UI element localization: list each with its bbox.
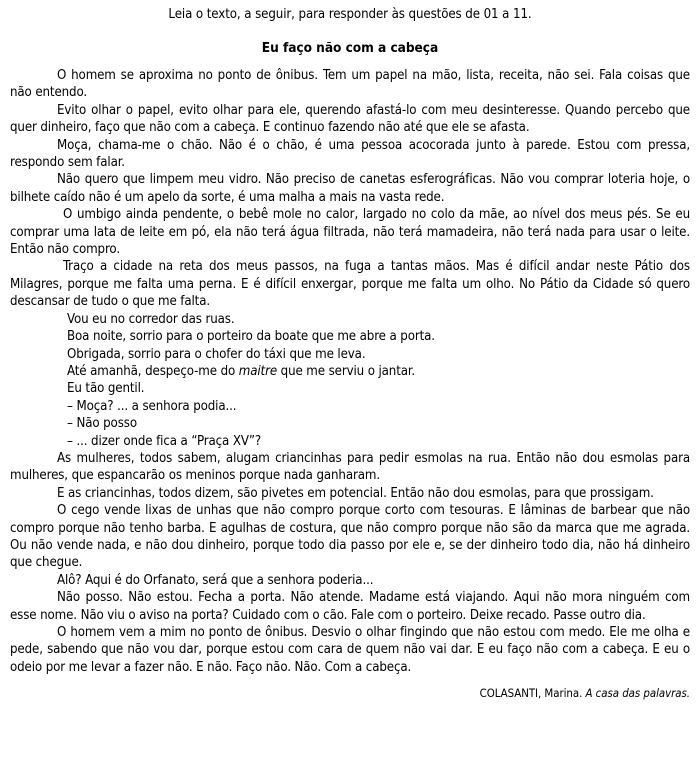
dialogue-line-maitre	[10, 363, 690, 380]
reading-instruction: Leia o texto, a seguir, para responder às questões de 01 a 11.	[168, 7, 532, 22]
document-page	[0, 6, 697, 758]
dialogue-line: Obrigada, sorrio para o chofer do táxi que me leva.	[67, 346, 366, 362]
paragraph: O umbigo ainda pendente, o bebê mole no calor, largado no colo da mãe, ao nível dos meus pés. Se eu comprar uma lata de leite em pó, ela não terá água filtrada, não terá mamadeira, não terá nada para usar o leite. Então não compro.	[10, 207, 690, 258]
paragraph: Não quero que limpem meu vidro. Não preciso de canetas esferográficas. Não vou comprar loteria hoje, o bilhete caído não é um apelo da sorte, é uma malha a mais na vasta rede.	[10, 172, 690, 205]
dialogue-line: – Moça? ... a senhora podia...	[67, 398, 237, 414]
paragraph: E as criancinhas, todos dizem, são pivetes em potencial. Então não dou esmolas, para que prossigam.	[57, 485, 654, 501]
maitre-line-before: Até amanhã, despeço-me do	[67, 363, 239, 379]
paragraph: O cego vende lixas de unhas que não compro porque corto com tesouras. E lâminas de barbear que não compro porque não tenho barba. E agulhas de costura, que não compro porque não são da marca que me agrada. Ou não vende nada, e não dou dinheiro, porque todo dia passo por ele e, se der dinheiro todo dia, não há dinheiro que chegue.	[10, 503, 690, 571]
dialogue-line: Boa noite, sorrio para o porteiro da boate que me abre a porta.	[67, 329, 435, 345]
paragraph: Alô? Aqui é do Orfanato, será que a senhora poderia...	[57, 572, 374, 588]
maitre-line-italic: maitre	[238, 363, 278, 379]
dialogue-line: – Não posso	[67, 416, 137, 432]
paragraph: As mulheres, todos sabem, alugam criancinhas para pedir esmolas na rua. Então não dou esmolas para mulheres, que espancarão os meninos porque nada ganharam.	[10, 450, 690, 484]
source-attribution	[10, 686, 690, 701]
dialogue-line: Eu tão gentil.	[67, 381, 145, 397]
paragraph: Não posso. Não estou. Fecha a porta. Não atende. Madame está viajando. Aqui não mora ninguém com esse nome. Não viu o aviso na porta? Cuidado com o cão. Fale com o porteiro. Deixe recado. Passe outro dia.	[10, 590, 690, 623]
attribution-work: A casa das palavras.	[585, 686, 690, 701]
attribution-author: COLASANTI, Marina.	[479, 686, 586, 701]
maitre-line-after: que me serviu o jantar.	[277, 363, 416, 379]
page-title: Eu faço não com a cabeça	[261, 39, 439, 56]
paragraph: Moça, chama-me o chão. Não é o chão, é uma pessoa acocorada junto à parede. Estou com pressa, respondo sem falar.	[10, 137, 690, 171]
paragraph: Traço a cidade na reta dos meus passos, na fuga a tantas mãos. Mas é difícil andar neste Pátio dos Milagres, porque me falta uma perna. E é difícil enxergar, porque me falta um olho. No Pátio da Cidade só quero descansar de tudo o que me falta.	[10, 259, 690, 310]
paragraph: Evito olhar o papel, evito olhar para ele, querendo afastá-lo com meu desinteresse. Quando percebo que quer dinheiro, faço que não com a cabeça. E continuo fazendo não até que ele se afasta.	[10, 102, 690, 136]
paragraph: O homem vem a mim no ponto de ônibus. Desvio o olhar fingindo que não estou com medo. Ele me olha e pede, sabendo que não vou dar, porque estou com cara de quem não vai dar. E eu faço não com a cabeça. E eu o odeio por me levar a fazer não. E não. Faço não. Não. Com a cabeça.	[10, 625, 690, 675]
paragraph: O homem se aproxima no ponto de ônibus. Tem um papel na mão, lista, receita, não sei. Fala coisas que não entendo.	[10, 68, 690, 101]
dialogue-line: – ... dizer onde fica a “Praça XV”?	[67, 433, 262, 449]
dialogue-line: Vou eu no corredor das ruas.	[67, 311, 235, 327]
